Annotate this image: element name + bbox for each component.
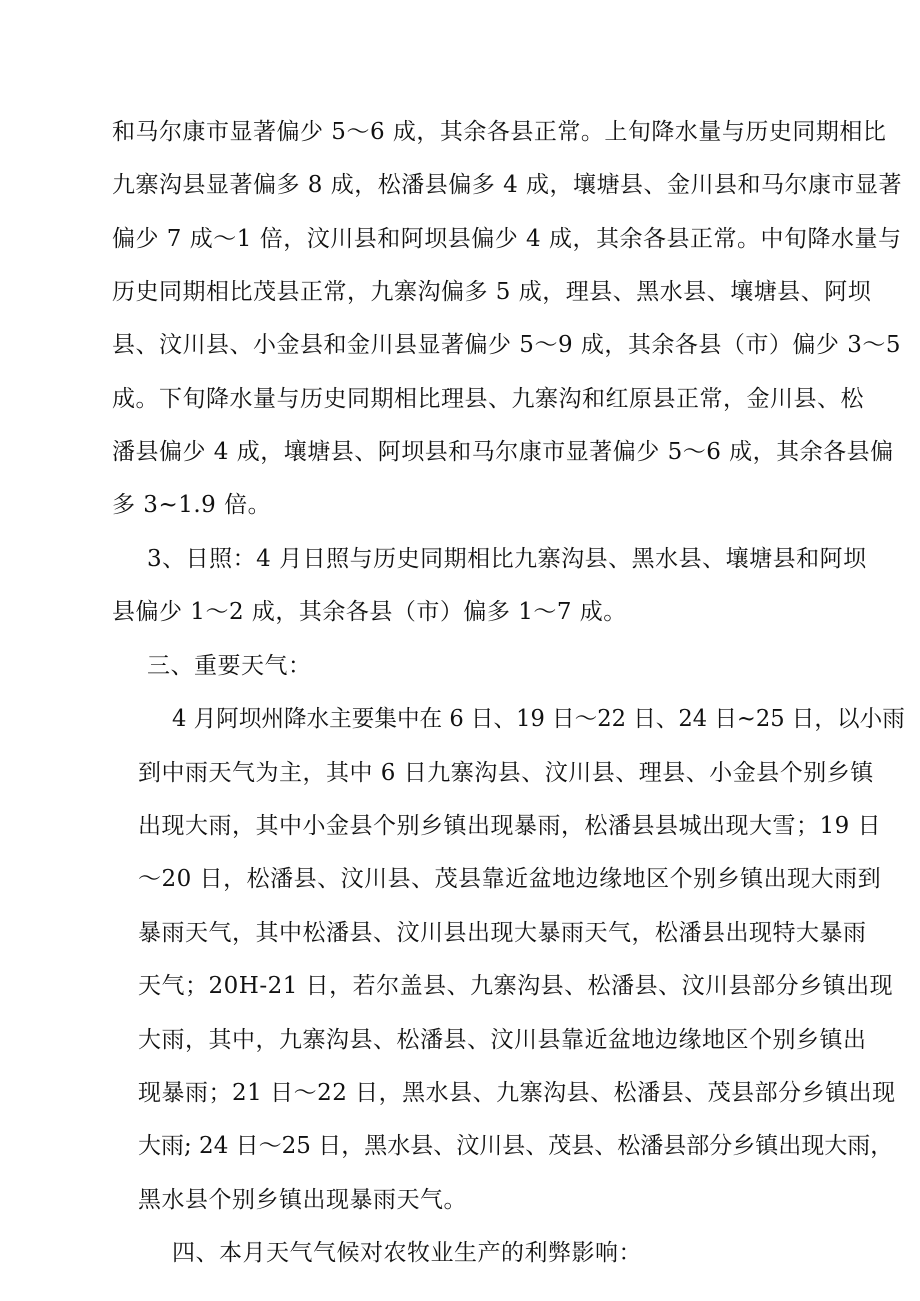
text-line: 暴雨天气，其中松潘县、汶川县出现大暴雨天气，松潘县出现特大暴雨 <box>138 920 867 946</box>
text-line: 4 月阿坝州降水主要集中在 6 日、19 日～22 日、24 日~25 日，以小雨 <box>172 706 905 732</box>
text-line: 多 3~1.9 倍。 <box>112 492 272 518</box>
text-line: 九寨沟县显著偏多 8 成，松潘县偏多 4 成，壤塘县、金川县和马尔康市显著 <box>112 172 903 198</box>
text-line: 和马尔康市显著偏少 5～6 成，其余各县正常。上旬降水量与历史同期相比 <box>112 119 887 145</box>
text-line: 大雨，其中，九寨沟县、松潘县、汶川县靠近盆地边缘地区个别乡镇出 <box>138 1027 867 1053</box>
section-heading: 三、重要天气： <box>147 653 312 679</box>
text-line: 历史同期相比茂县正常，九寨沟偏多 5 成，理县、黑水县、壤塘县、阿坝 <box>112 279 872 305</box>
text-line: 天气；20H-21 日，若尔盖县、九寨沟县、松潘县、汶川县部分乡镇出现 <box>138 973 894 999</box>
text-line: 县、汶川县、小金县和金川县显著偏少 5～9 成，其余各县（市）偏少 3～5 <box>112 332 901 358</box>
text-line: 潘县偏少 4 成，壤塘县、阿坝县和马尔康市显著偏少 5～6 成，其余各县偏 <box>112 439 894 465</box>
text-line: 现暴雨；21 日～22 日，黑水县、九寨沟县、松潘县、茂县部分乡镇出现 <box>138 1080 896 1106</box>
text-line: 县偏少 1～2 成，其余各县（市）偏多 1～7 成。 <box>112 599 627 625</box>
text-line: 大雨; 24 日～25 日，黑水县、汶川县、茂县、松潘县部分乡镇出现大雨， <box>138 1133 894 1159</box>
text-line: 3、日照：4 月日照与历史同期相比九寨沟县、黑水县、壤塘县和阿坝 <box>147 546 867 572</box>
section-heading: 四、本月天气气候对农牧业生产的利弊影响： <box>172 1240 642 1266</box>
text-line: 黑水县个别乡镇出现暴雨天气。 <box>138 1187 467 1213</box>
text-line: 到中雨天气为主，其中 6 日九寨沟县、汶川县、理县、小金县个别乡镇 <box>138 760 874 786</box>
text-line: 出现大雨，其中小金县个别乡镇出现暴雨，松潘县县城出现大雪；19 日 <box>138 813 882 839</box>
text-line: 偏少 7 成～1 倍，汶川县和阿坝县偏少 4 成，其余各县正常。中旬降水量与 <box>112 226 902 252</box>
text-line: ～20 日，松潘县、汶川县、茂县靠近盆地边缘地区个别乡镇出现大雨到 <box>138 866 882 892</box>
text-line: 成。下旬降水量与历史同期相比理县、九寨沟和红原县正常，金川县、松 <box>112 386 864 412</box>
